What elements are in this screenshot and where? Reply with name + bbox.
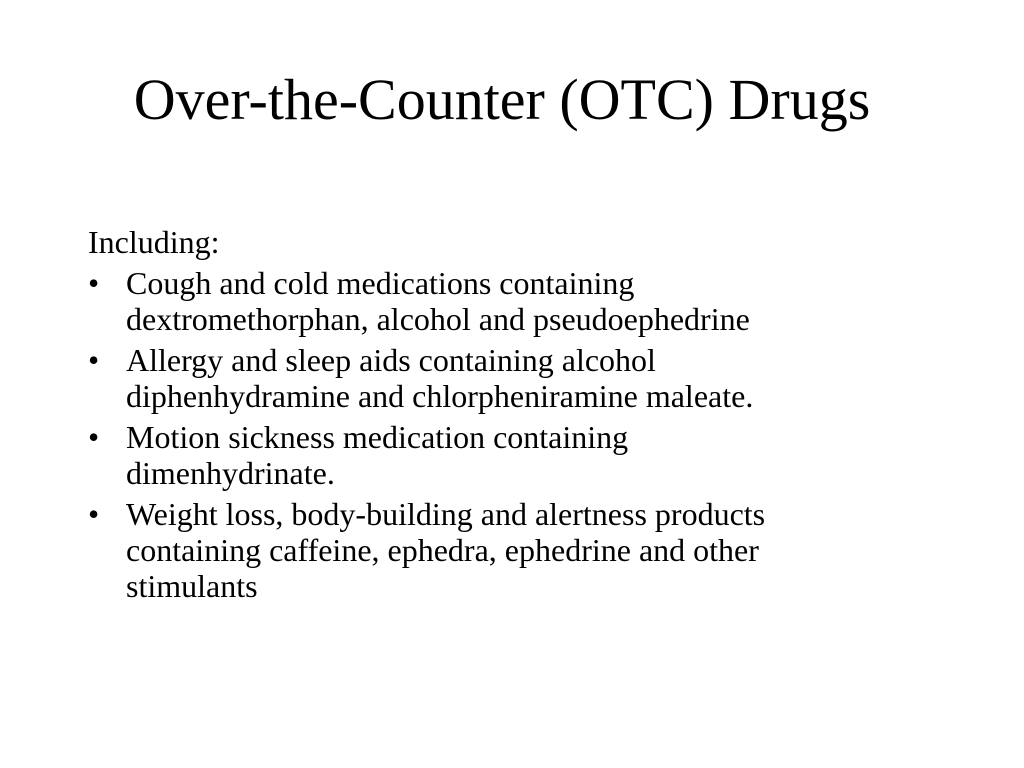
bullet-icon: •	[88, 496, 100, 532]
bullet-line: Cough and cold medications containing	[126, 265, 635, 301]
bullet-line: Allergy and sleep aids containing alcohol	[126, 342, 656, 378]
bullet-list	[88, 265, 968, 604]
bullet-line: dimenhydrinate.	[126, 455, 335, 491]
bullet-line: Weight loss, body-building and alertness products	[126, 496, 766, 532]
bullet-line: diphenhydramine and chlorpheniramine maleate.	[126, 378, 754, 414]
slide-body	[88, 224, 968, 609]
bullet-icon: •	[88, 265, 100, 301]
intro-text: Including:	[88, 224, 220, 260]
bullet-line: containing caffeine, ephedra, ephedrine and other	[126, 532, 759, 568]
bullet-line: Motion sickness medication containing	[126, 419, 629, 455]
bullet-line: stimulants	[126, 568, 258, 604]
bullet-line: dextromethorphan, alcohol and pseudoephedrine	[126, 301, 750, 337]
bullet-icon: •	[88, 342, 100, 378]
bullet-icon: •	[88, 419, 100, 455]
bullet-item-motion-sickness	[88, 419, 968, 491]
slide-title: Over-the-Counter (OTC) Drugs	[133, 67, 871, 132]
bullet-item-weight-loss	[88, 496, 968, 604]
bullet-item-allergy-sleep	[88, 342, 968, 414]
bullet-item-cough-cold	[88, 265, 968, 337]
